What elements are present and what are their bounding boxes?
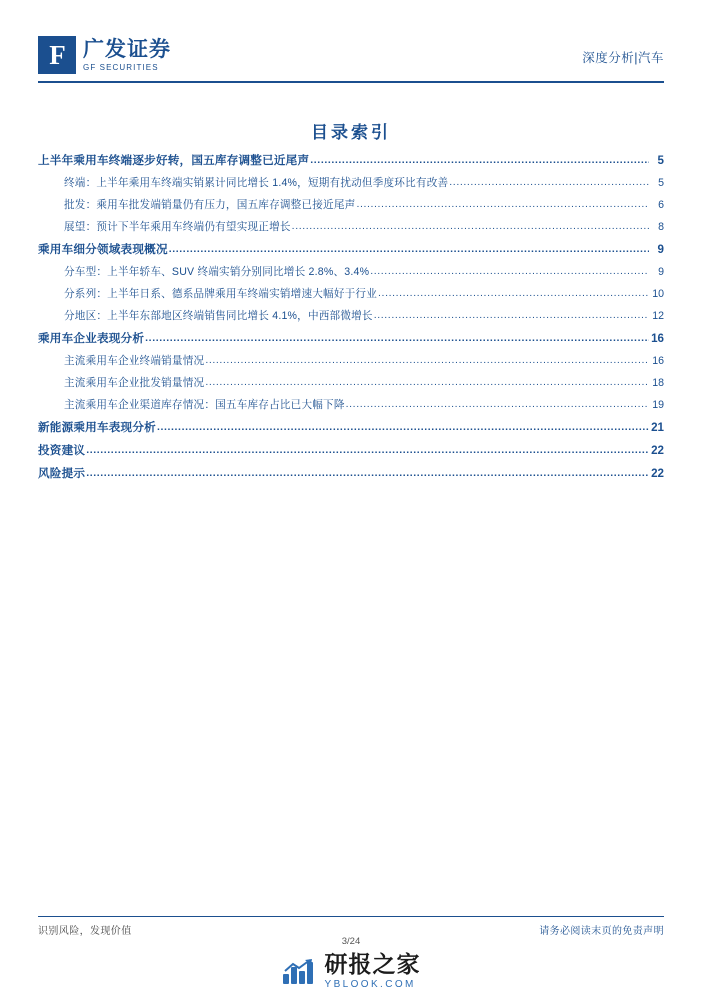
toc-entry[interactable] bbox=[38, 419, 664, 435]
toc-entry-page: 9 bbox=[657, 243, 664, 256]
footer-slogan: 识别风险，发现价值 bbox=[38, 926, 132, 937]
page-number: 3/24 bbox=[341, 936, 361, 947]
toc-leader-dots bbox=[145, 333, 649, 344]
chart-arrow-icon bbox=[282, 957, 316, 987]
toc-leader-dots bbox=[157, 422, 649, 433]
toc-entry-label: 分系列：上半年日系、德系品牌乘用车终端实销增速大幅好于行业 bbox=[64, 288, 378, 300]
toc-leader-dots bbox=[356, 199, 649, 210]
brand-logo bbox=[38, 36, 171, 74]
toc-entry-page: 5 bbox=[658, 177, 664, 189]
toc-entry-label: 投资建议 bbox=[38, 444, 86, 457]
toc-entry[interactable] bbox=[38, 330, 664, 346]
toc-leader-dots bbox=[374, 310, 649, 321]
toc-leader-dots bbox=[205, 355, 649, 366]
toc-entry[interactable] bbox=[38, 241, 664, 257]
toc-leader-dots bbox=[86, 445, 649, 456]
toc-entry-label: 展望：预计下半年乘用车终端仍有望实现正增长 bbox=[64, 221, 291, 233]
toc-entry[interactable] bbox=[38, 375, 664, 390]
toc-entry[interactable] bbox=[38, 219, 664, 234]
toc-entry[interactable] bbox=[38, 175, 664, 190]
toc-entry[interactable] bbox=[38, 353, 664, 368]
toc-entry[interactable] bbox=[38, 197, 664, 212]
toc-leader-dots bbox=[86, 468, 649, 479]
footer-divider bbox=[38, 916, 664, 917]
toc-entry-page: 9 bbox=[658, 266, 664, 278]
toc-leader-dots bbox=[292, 221, 649, 232]
header-divider bbox=[38, 81, 664, 83]
watermark-text bbox=[325, 953, 421, 990]
toc-entry-page: 22 bbox=[651, 467, 664, 480]
toc-entry[interactable] bbox=[38, 442, 664, 458]
toc-entry-label: 分车型：上半年轿车、SUV 终端实销分别同比增长 2.8%、3.4% bbox=[64, 266, 370, 278]
toc-leader-dots bbox=[169, 244, 649, 255]
toc-leader-dots bbox=[378, 288, 649, 299]
toc-entry[interactable] bbox=[38, 286, 664, 301]
toc-entry[interactable] bbox=[38, 465, 664, 481]
watermark-brand bbox=[0, 952, 702, 991]
page-title: 目录索引 bbox=[311, 123, 391, 142]
toc-entry-page: 16 bbox=[652, 355, 664, 367]
watermark-name-en: YBLOOK.COM bbox=[324, 979, 416, 990]
toc-entry-label: 风险提示 bbox=[38, 467, 86, 480]
brand-name-cn: 广发证券 bbox=[83, 37, 171, 61]
toc-entry-label: 上半年乘用车终端逐步好转，国五库存调整已近尾声 bbox=[38, 154, 310, 167]
toc-entry-page: 21 bbox=[651, 421, 664, 434]
toc-entry-page: 19 bbox=[652, 399, 664, 411]
toc-entry-label: 主流乘用车企业批发销量情况 bbox=[64, 377, 205, 389]
toc-entry-label: 主流乘用车企业渠道库存情况：国五车库存占比已大幅下降 bbox=[64, 399, 345, 411]
toc-leader-dots bbox=[205, 377, 649, 388]
toc-leader-dots bbox=[449, 177, 649, 188]
gf-logo-icon: F bbox=[38, 36, 76, 74]
toc-entry-label: 新能源乘用车表现分析 bbox=[38, 421, 156, 434]
brand-name-en: GF SECURITIES bbox=[83, 62, 159, 72]
toc-entry-page: 8 bbox=[658, 221, 664, 233]
table-of-contents bbox=[38, 152, 664, 488]
brand-logo-text bbox=[83, 39, 171, 72]
toc-entry-page: 5 bbox=[657, 154, 664, 167]
toc-entry-page: 16 bbox=[651, 332, 664, 345]
toc-entry[interactable] bbox=[38, 264, 664, 279]
toc-entry-page: 22 bbox=[651, 444, 664, 457]
breadcrumb: 深度分析|汽车 bbox=[582, 51, 664, 65]
toc-entry-label: 乘用车细分领域表现概况 bbox=[38, 243, 168, 256]
page-header bbox=[38, 36, 664, 82]
toc-entry-page: 12 bbox=[652, 310, 664, 322]
toc-entry-label: 乘用车企业表现分析 bbox=[38, 332, 145, 345]
toc-entry-page: 10 bbox=[652, 288, 664, 300]
toc-entry-label: 主流乘用车企业终端销量情况 bbox=[64, 355, 205, 367]
toc-entry-page: 18 bbox=[652, 377, 664, 389]
toc-leader-dots bbox=[346, 399, 649, 410]
toc-entry-label: 分地区：上半年东部地区终端销售同比增长 4.1%，中西部微增长 bbox=[64, 310, 373, 322]
toc-leader-dots bbox=[370, 266, 649, 277]
toc-entry-label: 批发：乘用车批发端销量仍有压力，国五库存调整已接近尾声 bbox=[64, 199, 356, 211]
toc-leader-dots bbox=[310, 155, 649, 166]
toc-entry-page: 6 bbox=[658, 199, 664, 211]
toc-entry[interactable] bbox=[38, 152, 664, 168]
footer-disclaimer: 请务必阅读末页的免责声明 bbox=[539, 926, 664, 937]
toc-entry-label: 终端：上半年乘用车终端实销累计同比增长 1.4%，短期有扰动但季度环比有改善 bbox=[64, 177, 449, 189]
toc-entry[interactable] bbox=[38, 308, 664, 323]
watermark-name-cn: 研报之家 bbox=[324, 951, 421, 977]
toc-entry[interactable] bbox=[38, 397, 664, 412]
